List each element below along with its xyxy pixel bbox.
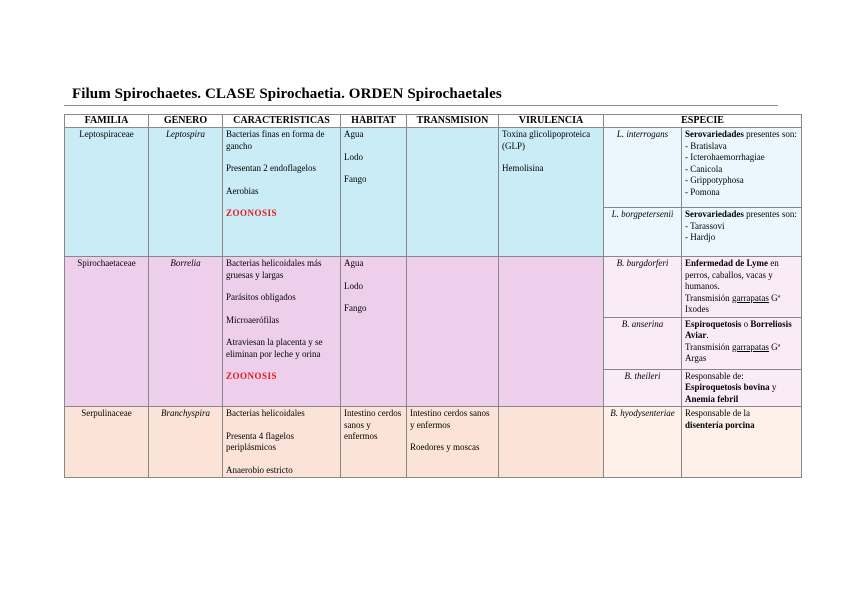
zoonosis-label: ZOONOSIS (226, 371, 278, 381)
responsable-text: Responsable de la (685, 408, 750, 418)
habitat-cell (341, 257, 407, 407)
especie-name: B. theileri (604, 369, 682, 407)
genero-cell: Borrelia (149, 257, 223, 407)
virulencia-cell (499, 257, 604, 407)
habitat-text: Fango (344, 303, 367, 313)
serovar-label: Serovariedades (685, 209, 744, 219)
familia-cell: Leptospiraceae (65, 128, 149, 257)
disease-name: Espiroquetosis (685, 318, 742, 329)
vector-text: garrapatas (731, 292, 769, 303)
habitat-text: Intestino cerdos sanos y enfermos (344, 408, 402, 441)
transmision-text: Transmisión (685, 341, 732, 352)
serovar-item: - Bratislava (685, 140, 727, 151)
serovar-text: presentes son: (743, 129, 797, 139)
carac-text: Bacterias finas en forma de gancho (226, 129, 325, 151)
caracteristicas-cell (223, 257, 341, 407)
transmision-text: Intestino cerdos sanos y enfermos (410, 408, 490, 430)
habitat-cell (341, 407, 407, 478)
caracteristicas-cell (223, 407, 341, 478)
transmision-cell (407, 257, 499, 407)
serovar-item: - Canicola (685, 163, 723, 174)
especie-desc (682, 208, 802, 257)
vector-genus: Gª Ixodes (685, 292, 781, 314)
disease-name: disentería porcina (685, 419, 755, 430)
serovar-text: presentes son: (743, 209, 797, 219)
connector-text: o (741, 318, 751, 329)
connector-text: . (706, 330, 709, 340)
header-virulencia: VIRULENCIA (499, 115, 604, 128)
serovar-item: - Icterohaemorrhagiae (685, 152, 765, 162)
serovar-item: - Grippotyphosa (685, 175, 744, 185)
table-row (65, 257, 802, 318)
especie-desc (682, 128, 802, 208)
transmision-cell (407, 128, 499, 257)
virulencia-cell (499, 128, 604, 257)
transmision-cell (407, 407, 499, 478)
habitat-text: Lodo (344, 151, 363, 162)
header-especie: ESPECIE (604, 115, 802, 128)
virulencia-text: Hemolisina (502, 163, 544, 173)
familia-cell: Spirochaetaceae (65, 257, 149, 407)
title-underline (64, 105, 778, 106)
disease-name: Anemia febril (685, 393, 739, 404)
disease-name: Espiroquetosis bovina (685, 382, 770, 392)
disease-name: Borreliosis Aviar (685, 318, 792, 340)
table-row (65, 128, 802, 208)
carac-text: Bacterias helicoidales más gruesas y largas (226, 258, 322, 280)
transmision-text: Roedores y moscas (410, 442, 480, 452)
carac-text: Presenta 4 flagelos periplásmicos (226, 430, 294, 452)
carac-text: Bacterias helicoidales (226, 408, 305, 418)
especie-name: B. anserina (604, 317, 682, 369)
serovar-item: - Pomona (685, 186, 720, 197)
disease-name: Enfermedad de Lyme (685, 258, 768, 268)
especie-desc (682, 317, 802, 369)
table-row (65, 407, 802, 478)
habitat-text: Lodo (344, 280, 363, 291)
carac-text: Anaerobio estricto (226, 464, 293, 475)
carac-text: Atraviesan la placenta y se eliminan por leche y orina (226, 337, 323, 359)
serovar-item: - Tarassovi (685, 220, 725, 231)
especie-name: L. interrogans (604, 128, 682, 208)
habitat-text: Agua (344, 258, 364, 268)
connector-text: y (769, 382, 777, 392)
vector-genus: Gª Argas (685, 341, 781, 363)
carac-text: Microaerófilas (226, 314, 279, 325)
especie-desc (682, 407, 802, 478)
virulencia-cell (499, 407, 604, 478)
disease-desc: en perros, caballos, vacas y humanos. (685, 258, 779, 291)
especie-desc (682, 257, 802, 318)
habitat-text: Fango (344, 174, 367, 184)
transmision-text: Transmisión (685, 292, 732, 303)
serovar-label: Serovariedades (685, 129, 744, 139)
header-genero: GÉNERO (149, 115, 223, 128)
header-transmision: TRANSMISIÓN (407, 115, 499, 128)
familia-cell: Serpulinaceae (65, 407, 149, 478)
header-habitat: HÁBITAT (341, 115, 407, 128)
header-row (65, 115, 802, 128)
especie-name: L. borgpetersenii (604, 208, 682, 257)
header-familia: FAMILIA (65, 115, 149, 128)
serovar-item: - Hardjo (685, 232, 716, 242)
especie-name: B. hyodysenteriae (604, 407, 682, 478)
caracteristicas-cell (223, 128, 341, 257)
genero-cell: Branchyspira (149, 407, 223, 478)
carac-text: Aerobias (226, 185, 259, 196)
habitat-text: Agua (344, 129, 364, 139)
vector-text: garrapatas (731, 341, 769, 352)
especie-name: B. burgdorferi (604, 257, 682, 318)
carac-text: Presentan 2 endoflagelos (226, 163, 316, 173)
carac-text: Parásitos obligados (226, 292, 296, 302)
virulencia-text: Toxina glicolipoproteica (GLP) (502, 129, 591, 151)
page-title: Filum Spirochaetes. CLASE Spirochaetia. ORDEN Spirochaetales (72, 86, 502, 102)
especie-desc (682, 369, 802, 407)
header-caracteristicas: CARACTERÍSTICAS (223, 115, 341, 128)
genero-cell: Leptospira (149, 128, 223, 257)
habitat-cell (341, 128, 407, 257)
zoonosis-label: ZOONOSIS (226, 208, 278, 218)
spirochaetes-table (64, 114, 802, 478)
responsable-text: Responsable de: (685, 370, 744, 381)
